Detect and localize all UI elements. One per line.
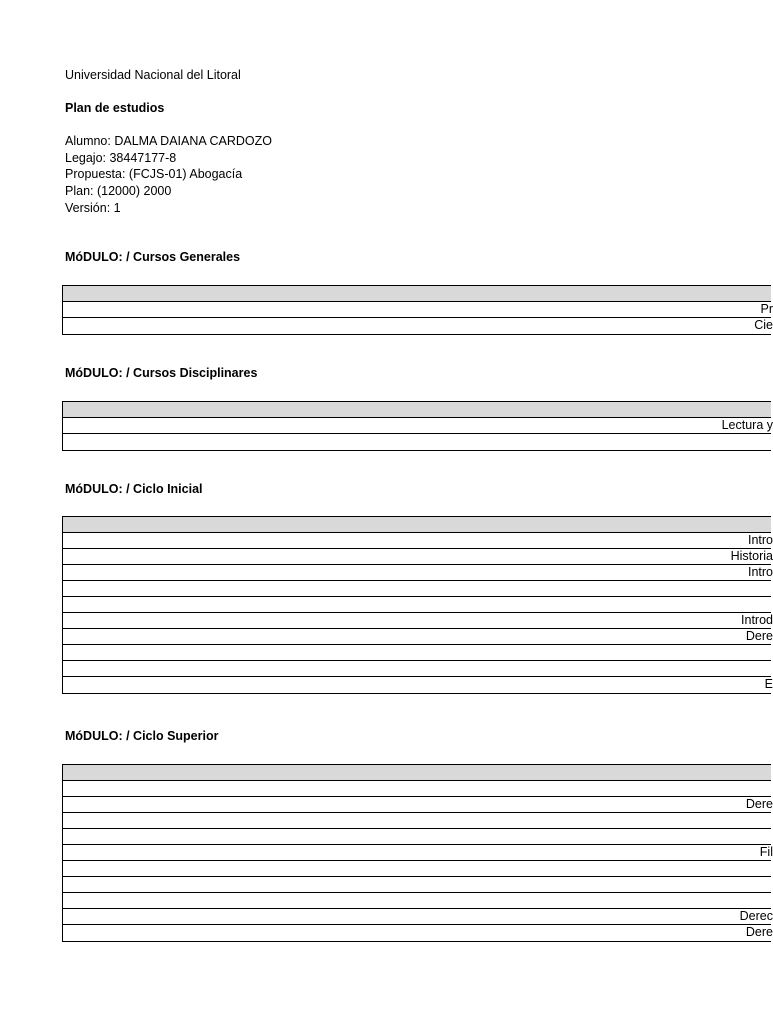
version: Versión: 1 [65, 201, 121, 215]
module-table [62, 764, 771, 942]
module-table [62, 401, 771, 451]
table-header-row [63, 402, 771, 418]
table-cell: Historia [730, 549, 773, 563]
table-row [63, 893, 771, 909]
plan: Plan: (12000) 2000 [65, 184, 172, 198]
module-heading: MóDULO: / Cursos Disciplinares [65, 366, 258, 380]
table-row [63, 629, 771, 645]
table-row [63, 597, 771, 613]
table-row [63, 418, 771, 434]
table-row [63, 302, 771, 318]
table-cell: Cie [754, 318, 773, 332]
table-header-row [63, 286, 771, 302]
table-cell: Derec [739, 909, 773, 923]
table-cell: Intro [747, 533, 773, 547]
table-cell: Introd [741, 613, 773, 627]
module-heading: MóDULO: / Cursos Generales [65, 250, 241, 264]
table-cell: Pr [760, 302, 773, 316]
table-row [63, 781, 771, 797]
student-name: Alumno: DALMA DAIANA CARDOZO [65, 134, 273, 148]
table-row [63, 813, 771, 829]
document-title: Plan de estudios [65, 101, 165, 115]
table-row [63, 677, 771, 693]
table-row [63, 925, 771, 941]
table-row [63, 565, 771, 581]
table-row [63, 549, 771, 565]
table-cell: Dere [745, 629, 773, 643]
module-table [62, 516, 771, 694]
table-row [63, 533, 771, 549]
table-row [63, 797, 771, 813]
table-cell: Fil [759, 845, 773, 859]
table-cell: Intro [747, 565, 773, 579]
table-row [63, 661, 771, 677]
table-row [63, 909, 771, 925]
table-row [63, 318, 771, 334]
table-header-row [63, 517, 771, 533]
table-row [63, 877, 771, 893]
table-row [63, 829, 771, 845]
table-cell: Dere [745, 925, 773, 939]
propuesta: Propuesta: (FCJS-01) Abogacía [65, 167, 243, 181]
legajo: Legajo: 38447177-8 [65, 151, 177, 165]
table-row [63, 861, 771, 877]
module-table [62, 285, 771, 335]
table-row [63, 845, 771, 861]
table-row [63, 645, 771, 661]
module-heading: MóDULO: / Ciclo Superior [65, 729, 219, 743]
table-row [63, 613, 771, 629]
table-header-row [63, 765, 771, 781]
university-name: Universidad Nacional del Litoral [65, 68, 241, 82]
table-cell: Lectura y [721, 418, 773, 432]
table-row [63, 581, 771, 597]
module-heading: MóDULO: / Ciclo Inicial [65, 482, 203, 496]
table-cell: Dere [745, 797, 773, 811]
table-row [63, 434, 771, 450]
table-cell: E [764, 677, 773, 691]
